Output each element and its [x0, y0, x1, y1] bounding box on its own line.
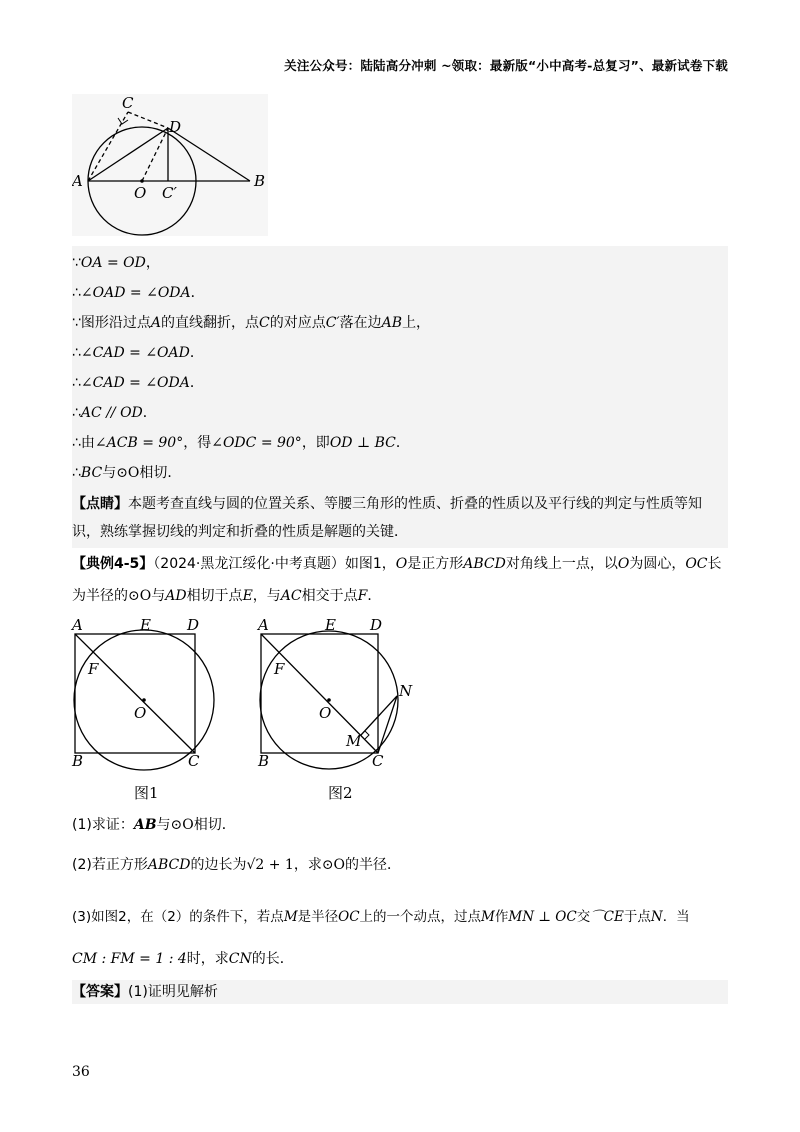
punct: ． [189, 375, 204, 391]
math: √2 + 1 [246, 857, 294, 873]
question-1 [72, 814, 236, 836]
text: 如图2，在（2）的条件下，若点 [91, 909, 284, 925]
math: M [283, 909, 298, 925]
proof-line-5 [72, 372, 204, 394]
math: AB [381, 315, 403, 331]
therefore-symbol: ∴ [72, 375, 81, 391]
math: ∠CAD = ∠ODA [80, 375, 190, 391]
text: ． [367, 588, 382, 604]
math: OA = OD [80, 255, 146, 271]
therefore-symbol: ∴ [72, 405, 81, 421]
math: AC [280, 588, 302, 604]
math: ∠ODC = 90° [211, 435, 302, 451]
proof-line-2 [72, 282, 205, 304]
point-o [140, 179, 144, 183]
math: CN [228, 951, 252, 967]
math: CM : FM = 1 : 4 [72, 951, 187, 967]
proof-line-4 [72, 342, 204, 364]
math: BC [80, 465, 103, 481]
math: ∠OAD = ∠ODA [80, 285, 191, 301]
proof-line-8 [72, 462, 181, 484]
text: 作 [494, 909, 509, 925]
comment-tag: 【点睛】 [72, 496, 128, 512]
page-header: 关注公众号：陆陆高分冲刺 ~领取：最新版“小中高考-总复习”、最新试卷下载 [284, 58, 728, 73]
example-paragraph [72, 548, 728, 612]
text: 落在边 [339, 315, 382, 331]
label-m: M [346, 732, 362, 750]
text: 是正方形 [407, 556, 464, 572]
question-3-line-2 [72, 948, 294, 970]
text: 是半径 [297, 909, 339, 925]
answer-text: (1)证明见解析 [128, 984, 218, 1000]
math: O [617, 556, 630, 572]
segment-cd [128, 112, 168, 128]
text: 相切． [193, 817, 236, 833]
answer-tag: 【答案】 [72, 984, 128, 1000]
diagonal-ac [75, 634, 195, 753]
math: ⊙O [170, 817, 194, 833]
proof-line-1 [72, 252, 160, 274]
text: 时，求 [186, 951, 229, 967]
math: M [481, 909, 495, 925]
text: 上， [402, 315, 431, 331]
text: ，求 [293, 857, 322, 873]
figure-fold-circle [72, 94, 268, 236]
math: ⌒CE [590, 909, 624, 925]
figures-square-circle-svg [70, 614, 430, 806]
label-a: A [258, 616, 269, 634]
text: 相交于点 [301, 588, 358, 604]
label-d: D [187, 616, 200, 634]
because-symbol: ∵ [72, 255, 81, 271]
label-c: C [188, 752, 200, 770]
math: A [150, 315, 162, 331]
math: ∠ACB = 90° [94, 435, 184, 451]
caption-fig2: 图2 [328, 784, 353, 802]
text: 的边长为 [190, 857, 247, 873]
label-b: B [258, 752, 270, 770]
punct: ， [145, 255, 160, 271]
text: ．当 [662, 909, 690, 925]
example-source: （2024·黑龙江绥化·中考真题） [153, 556, 345, 572]
proof-line-3 [72, 312, 430, 334]
caption-fig1: 图1 [134, 784, 159, 802]
text: 的对应点 [269, 315, 326, 331]
math: AD [165, 588, 187, 604]
text: ∴由 [72, 435, 95, 451]
label-d: D [370, 616, 383, 634]
math: ⊙O [116, 465, 140, 481]
text: 的半径． [345, 857, 402, 873]
example-tag: 【典例4-5】 [72, 556, 154, 572]
text: ，得 [183, 435, 212, 451]
question-2 [72, 854, 401, 876]
label-a: A [72, 616, 83, 634]
text: 与 [151, 588, 166, 604]
point-o [142, 698, 146, 702]
text: 为圆心， [629, 556, 686, 572]
math: N [650, 909, 663, 925]
figure-1 [70, 616, 214, 802]
label-c: C [122, 94, 134, 112]
therefore-symbol: ∴ [72, 285, 81, 301]
figures-square-circle [70, 614, 430, 806]
figure-fold-circle-svg [72, 94, 268, 236]
segment-ac [88, 112, 128, 181]
text: 长为半径的 [72, 556, 722, 604]
math: AB [133, 817, 157, 833]
math: ⊙O [128, 588, 152, 604]
label-o: O [319, 704, 332, 722]
math: C [259, 315, 270, 331]
text: 与 [102, 465, 117, 481]
math: ⊙O [321, 857, 346, 873]
text: 若正方形 [91, 857, 148, 873]
label-b: B [254, 172, 266, 190]
text: 于点 [623, 909, 651, 925]
text: 交 [576, 909, 591, 925]
question-number: (1) [72, 817, 92, 833]
math: ∠CAD = ∠OAD [80, 345, 190, 361]
text: 相切． [139, 465, 182, 481]
proof-line-7 [72, 432, 410, 454]
text: 相切于点 [186, 588, 243, 604]
answer-line [72, 981, 218, 1003]
therefore-symbol: ∴ [72, 345, 81, 361]
text: 的长． [251, 951, 294, 967]
label-o: O [134, 184, 147, 202]
text: 如图1， [344, 556, 396, 572]
punct: ． [189, 345, 204, 361]
label-n: N [399, 682, 413, 700]
math: OC [338, 909, 360, 925]
label-b: B [72, 752, 84, 770]
label-f: F [88, 660, 99, 678]
label-f: F [274, 660, 285, 678]
text: ． [395, 435, 410, 451]
math: C′ [325, 315, 340, 331]
label-e: E [140, 616, 151, 634]
label-e: E [325, 616, 336, 634]
math: ABCD [463, 556, 506, 572]
text: 对角线上一点，以 [505, 556, 618, 572]
therefore-symbol: ∴ [72, 465, 81, 481]
punct: ． [190, 285, 205, 301]
label-a: A [72, 172, 83, 190]
label-o: O [134, 704, 147, 722]
math: F [357, 588, 368, 604]
point-o [327, 698, 331, 702]
figure-2 [256, 616, 413, 802]
math: MN ⊥ OC [508, 909, 577, 925]
text: ∵图形沿过点 [72, 315, 151, 331]
math: ABCD [147, 857, 191, 873]
text: 上的一个动点，过点 [359, 909, 482, 925]
math: AC // OD [80, 405, 143, 421]
question-3-line-1 [72, 906, 690, 928]
segment-ad [88, 128, 168, 181]
question-number: (3) [72, 909, 92, 925]
text: 求证： [91, 817, 134, 833]
text: 与 [156, 817, 171, 833]
comment-text: 本题考查直线与圆的位置关系、等腰三角形的性质、折叠的性质以及平行线的判定与性质等知识，熟练掌握切线的判定和折叠的性质是解题的关键． [72, 496, 702, 540]
question-number: (2) [72, 857, 92, 873]
label-c: C [372, 752, 384, 770]
text: ，与 [252, 588, 281, 604]
math: OD ⊥ BC [329, 435, 396, 451]
proof-line-6 [72, 402, 157, 424]
math: O [395, 556, 408, 572]
right-angle-c [118, 118, 128, 124]
math: OC [685, 556, 708, 572]
page-number: 36 [72, 1064, 90, 1080]
label-c-prime: C′ [162, 184, 177, 202]
right-angle-m [365, 731, 369, 739]
punct: ． [142, 405, 157, 421]
comment-paragraph [72, 490, 728, 546]
text: 的直线翻折，点 [161, 315, 260, 331]
math: E [242, 588, 253, 604]
label-d: D [169, 118, 182, 136]
text: ，即 [301, 435, 330, 451]
